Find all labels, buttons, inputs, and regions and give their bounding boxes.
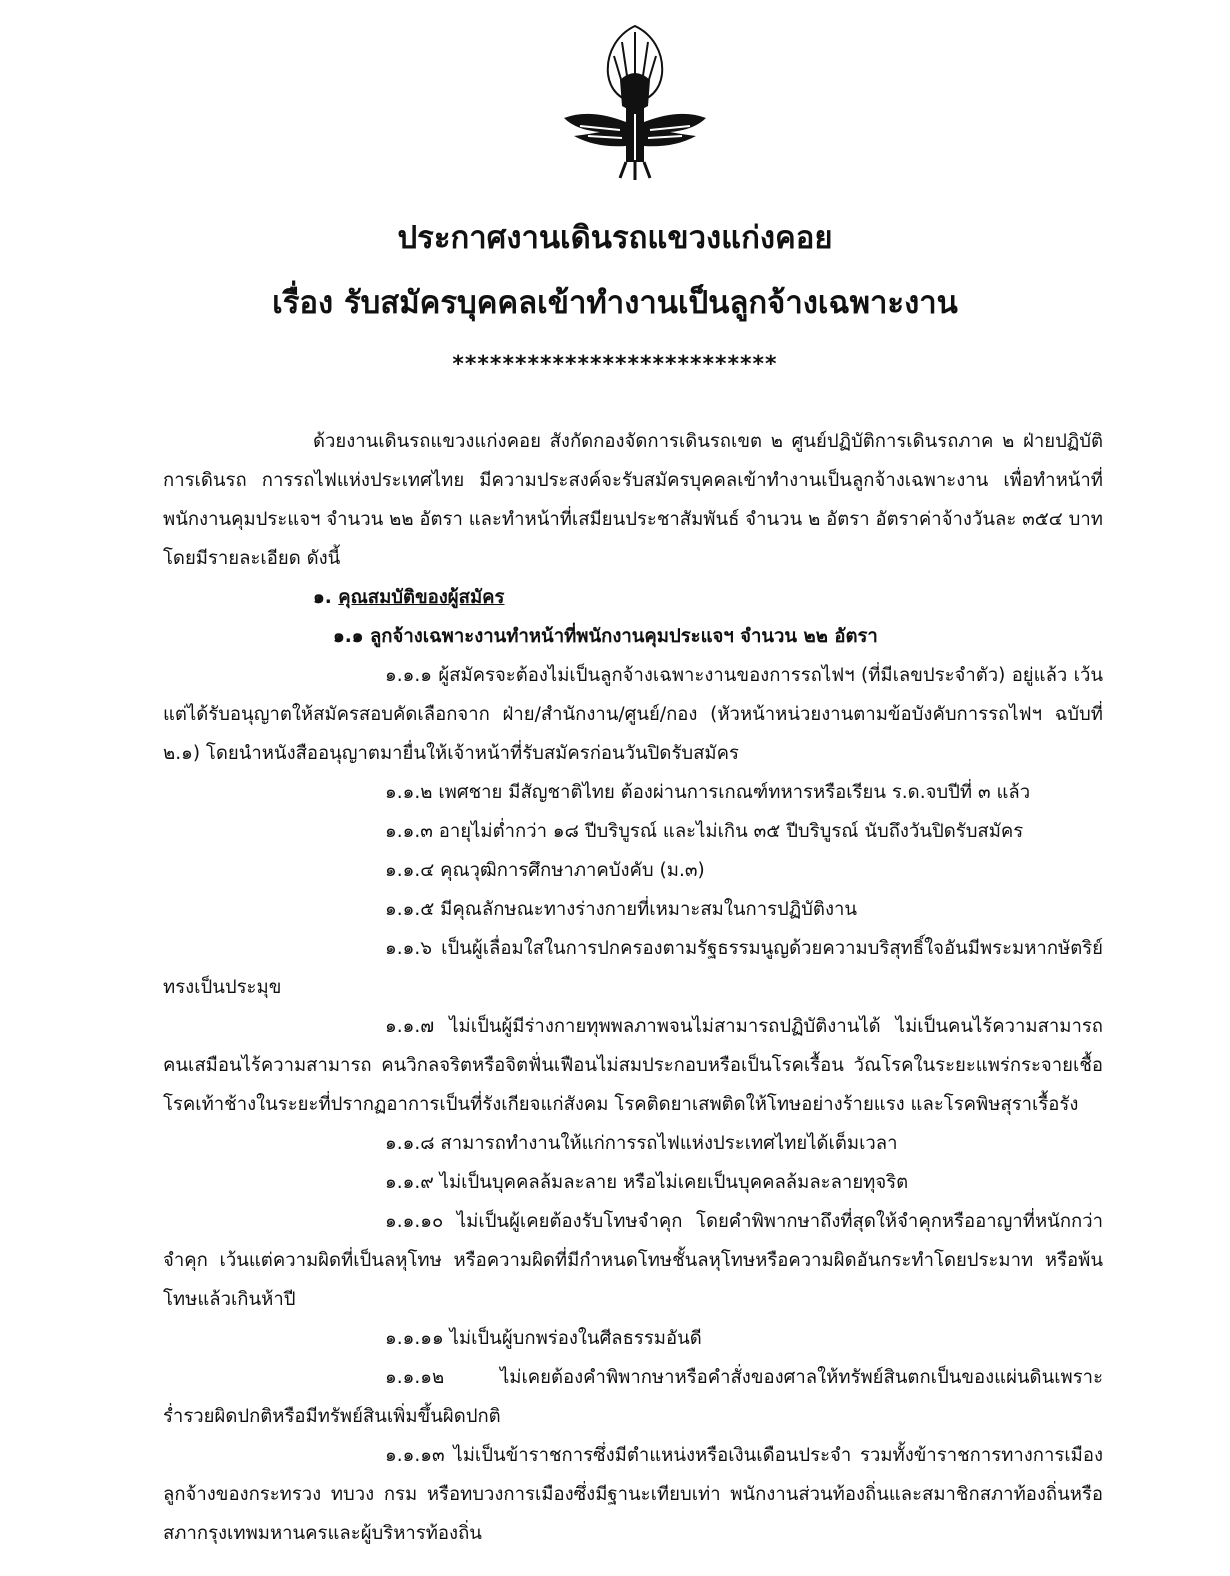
list-item: ๑.๑.๖ เป็นผู้เลื่อมใสในการปกครองตามรัฐธรรมนูญด้วยความบริสุทธิ์ใจอันมีพระมหากษัตริย์ทรงเป็นประมุข bbox=[163, 938, 1103, 998]
announcement-subject: เรื่อง รับสมัครบุคคลเข้าทำงานเป็นลูกจ้างเฉพาะงาน bbox=[272, 285, 958, 321]
list-item: ๑.๑.๑๓ ไม่เป็นข้าราชการซึ่งมีตำแหน่งหรือเงินเดือนประจำ รวมทั้งข้าราชการทางการเมือง ลูกจ้างของกระทรวง ทบวง กรม หรือทบวงการเมืองซึ่งมีฐานะเทียบเท่า พนักงานส่วนท้องถิ่นและสมาชิกสภาท้องถิ่นหรือสภากรุงเทพมหานครและผู้บริหารท้องถิ่น bbox=[163, 1445, 1103, 1544]
list-item: ๑.๑.๗ ไม่เป็นผู้มีร่างกายทุพพลภาพจนไม่สามารถปฏิบัติงานได้ ไม่เป็นคนไร้ความสามารถ คนเสมือนไร้ความสามารถ คนวิกลจริตหรือจิตฟั่นเฟือนไม่สมประกอบหรือเป็นโรคเรื้อน วัณโรคในระยะแพร่กระจายเชื้อ โรคเท้าช้างในระยะที่ปรากฏอาการเป็นที่รังเกียจแก่สังคม โรคติดยาเสพติดให้โทษอย่างร้ายแรง และโรคพิษสุราเรื้อรัง bbox=[163, 1016, 1103, 1115]
document-body bbox=[163, 422, 1103, 1553]
section-1-heading bbox=[163, 578, 1103, 617]
list-item: ๑.๑.๑๐ ไม่เป็นผู้เคยต้องรับโทษจำคุก โดยคำพิพากษาถึงที่สุดให้จำคุกหรืออาญาที่หนักกว่าจำคุก เว้นแต่ความผิดที่เป็นลหุโทษ หรือความผิดที่มีกำหนดโทษชั้นลหุโทษหรือความผิดอันกระทำโดยประมาท หรือพ้นโทษแล้วเกินห้าปี bbox=[163, 1211, 1103, 1310]
list-item: ๑.๑.๙ ไม่เป็นบุคคลล้มละลาย หรือไม่เคยเป็นบุคคลล้มละลายทุจริต bbox=[385, 1172, 909, 1193]
list-item: ๑.๑.๘ สามารถทำงานให้แก่การรถไฟแห่งประเทศไทยได้เต็มเวลา bbox=[385, 1133, 898, 1154]
list-item: ๑.๑.๑ ผู้สมัครจะต้องไม่เป็นลูกจ้างเฉพาะงานของการรถไฟฯ (ที่มีเลขประจำตัว) อยู่แล้ว เว้นแต่ได้รับอนุญาตให้สมัครสอบคัดเลือกจาก ฝ่าย/สำนักงาน/ศูนย์/กอง (หัวหน้าหน่วยงานตามข้อบังคับการรถไฟฯ ฉบับที่ ๒.๑) โดยนำหนังสืออนุญาตมายื่นให้เจ้าหน้าที่รับสมัครก่อนวันปิดรับสมัคร bbox=[163, 665, 1103, 764]
list-item: ๑.๑.๑๑ ไม่เป็นผู้บกพร่องในศีลธรรมอันดี bbox=[385, 1328, 702, 1349]
list-item: ๑.๑.๒ เพศชาย มีสัญชาติไทย ต้องผ่านการเกณฑ์ทหารหรือเรียน ร.ด.จบปีที่ ๓ แล้ว bbox=[385, 782, 1031, 803]
list-item: ๑.๑.๓ อายุไม่ต่ำกว่า ๑๘ ปีบริบูรณ์ และไม่เกิน ๓๕ ปีบริบูรณ์ นับถึงวันปิดรับสมัคร bbox=[385, 821, 1024, 842]
section-1-1-heading: ๑.๑ ลูกจ้างเฉพาะงานทำหน้าที่พนักงานคุมประแจฯ จำนวน ๒๒ อัตรา bbox=[333, 626, 878, 647]
separator: ************************** bbox=[452, 352, 778, 377]
section-1-number: ๑. bbox=[313, 587, 332, 608]
list-item: ๑.๑.๑๒ ไม่เคยต้องคำพิพากษาหรือคำสั่งของศาลให้ทรัพย์สินตกเป็นของแผ่นดินเพราะร่ำรวยผิดปกติหรือมีทรัพย์สินเพิ่มขึ้นผิดปกติ bbox=[163, 1367, 1103, 1427]
section-1-title: คุณสมบัติของผู้สมัคร bbox=[338, 587, 505, 608]
intro-paragraph: ด้วยงานเดินรถแขวงแก่งคอย สังกัดกองจัดการเดินรถเขต ๒ ศูนย์ปฏิบัติการเดินรถภาค ๒ ฝ่ายปฏิบัติการเดินรถ การรถไฟแห่งประเทศไทย มีความประสงค์จะรับสมัครบุคคลเข้าทำงานเป็นลูกจ้างเฉพาะงาน เพื่อทำหน้าที่พนักงานคุมประแจฯ จำนวน ๒๒ อัตรา และทำหน้าที่เสมียนประชาสัมพันธ์ จำนวน ๒ อัตรา อัตราค่าจ้างวันละ ๓๕๔ บาท โดยมีรายละเอียด ดังนี้ bbox=[163, 431, 1103, 569]
list-item: ๑.๑.๔ คุณวุฒิการศึกษาภาคบังคับ (ม.๓) bbox=[385, 860, 705, 881]
list-item: ๑.๑.๕ มีคุณลักษณะทางร่างกายที่เหมาะสมในการปฏิบัติงาน bbox=[385, 899, 858, 920]
state-railway-emblem-icon bbox=[560, 22, 710, 182]
announcement-title: ประกาศงานเดินรถแขวงแก่งคอย bbox=[397, 220, 833, 256]
